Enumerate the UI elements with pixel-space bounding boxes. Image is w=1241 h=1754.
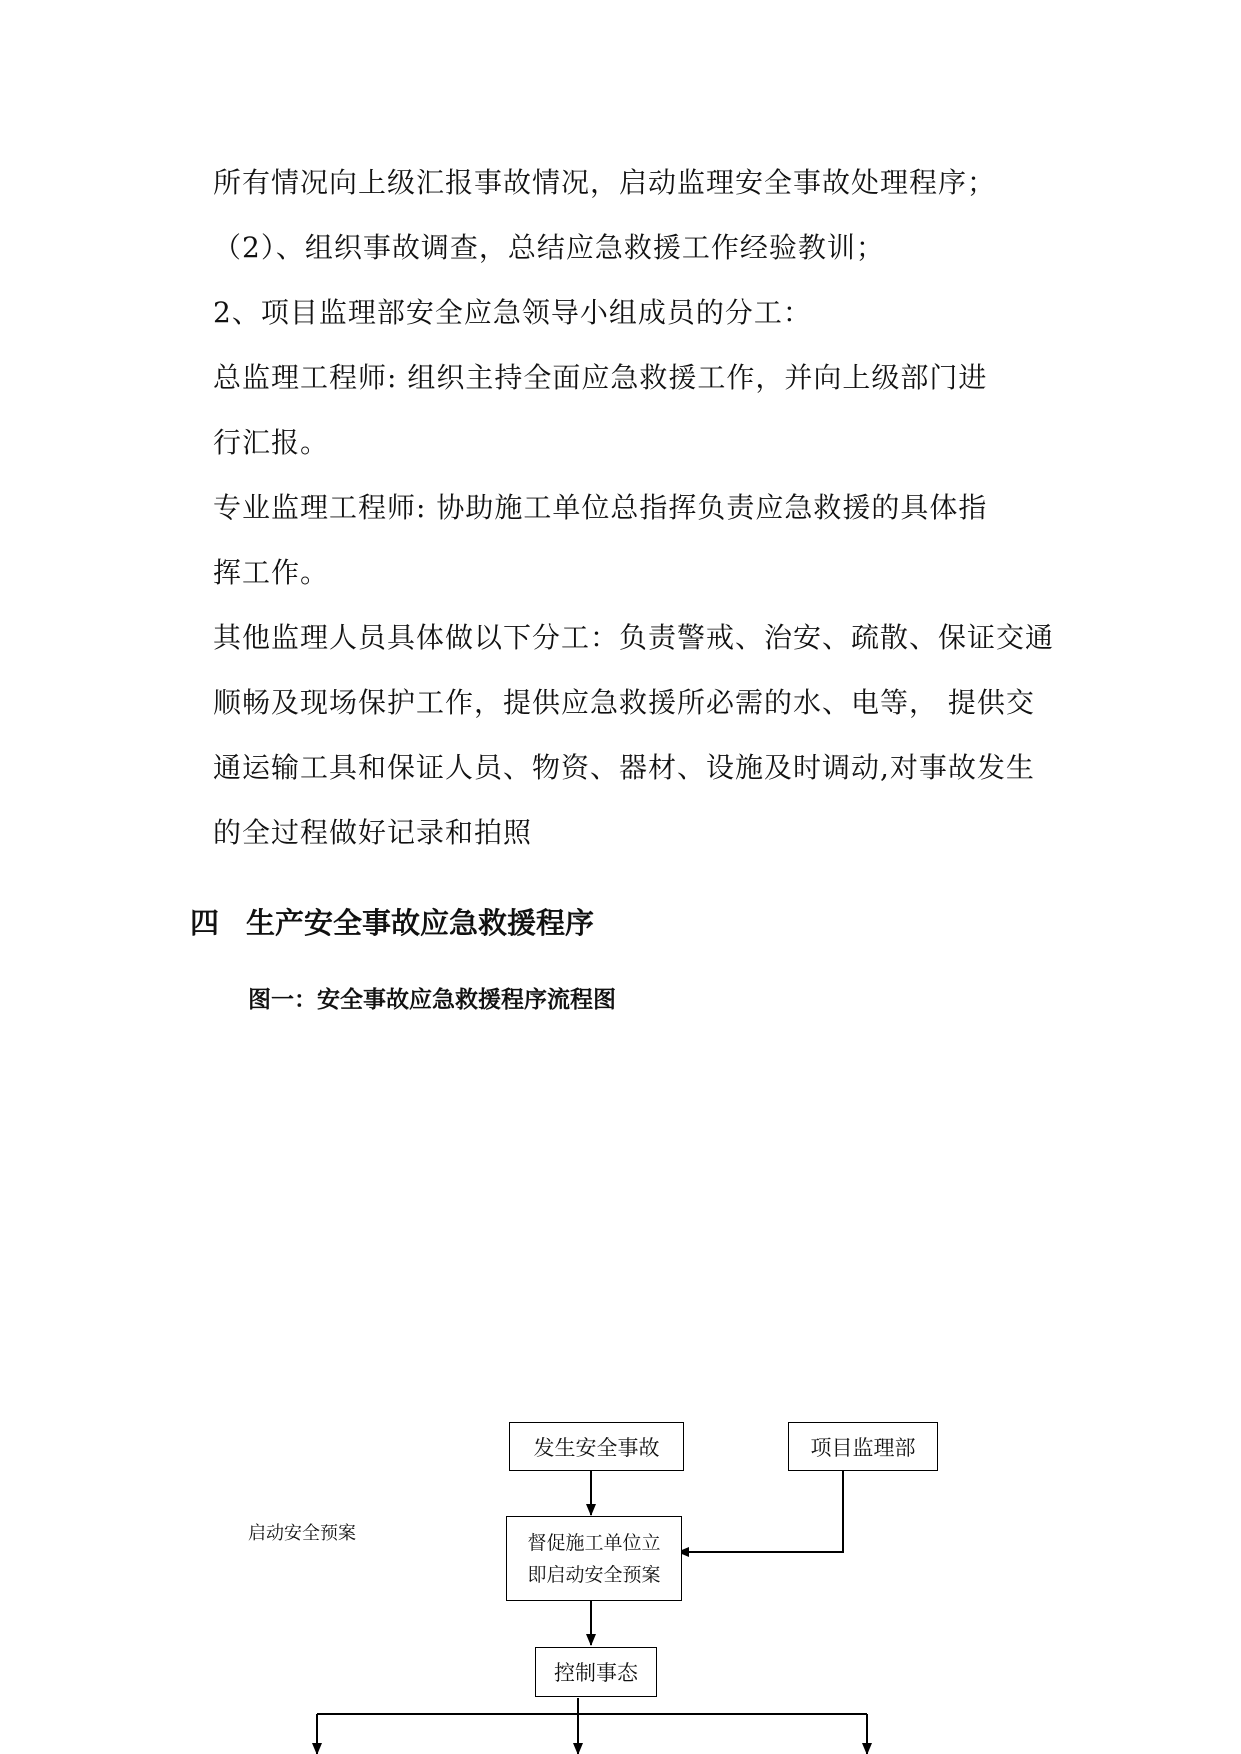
- arrow-supervision-to-urge: [678, 1471, 843, 1552]
- box-control-label: 控制事态: [554, 1661, 638, 1685]
- box-control-situation: [535, 1647, 657, 1697]
- figure-caption: 图一：安全事故应急救援程序流程图: [248, 987, 616, 1013]
- paragraph-line: 挥工作。: [213, 556, 330, 589]
- paragraph-line: （2）、组织事故调查，总结应急救援工作经验教训；: [213, 231, 885, 264]
- side-note-start-plan: 启动安全预案: [248, 1523, 356, 1544]
- paragraph-line: 总监理工程师: 组织主持全面应急救援工作，并向上级部门进: [213, 361, 988, 394]
- box-urge-label-line1: 督促施工单位立: [527, 1531, 661, 1554]
- section-number: 四: [190, 906, 220, 940]
- box-urge-label-line2: 即启动安全预案: [527, 1563, 661, 1586]
- paragraph-line: 其他监理人员具体做以下分工：负责警戒、治安、疏散、保证交通: [213, 621, 1055, 654]
- box-accident-label: 发生安全事故: [533, 1435, 660, 1460]
- box-supervision-label: 项目监理部: [810, 1435, 916, 1460]
- box-urge-contractor: [506, 1516, 682, 1601]
- paragraph-line: 通运输工具和保证人员、物资、器材、设施及时调动,对事故发生: [213, 751, 1035, 784]
- paragraph-line: 行汇报。: [213, 426, 330, 459]
- paragraph-line: 专业监理工程师: 协助施工单位总指挥负责应急救援的具体指: [213, 491, 988, 524]
- box-accident-occurs: [509, 1422, 684, 1471]
- paragraph-line: 2、项目监理部安全应急领导小组成员的分工：: [213, 296, 812, 329]
- paragraph-line: 顺畅及现场保护工作，提供应急救援所必需的水、电等， 提供交: [213, 686, 1035, 719]
- paragraph-line: 所有情况向上级汇报事故情况，启动监理安全事故处理程序；: [213, 166, 997, 199]
- section-title: 生产安全事故应急救援程序: [246, 906, 595, 940]
- paragraph-line: 的全过程做好记录和拍照: [213, 816, 533, 849]
- box-project-supervision: [788, 1422, 938, 1471]
